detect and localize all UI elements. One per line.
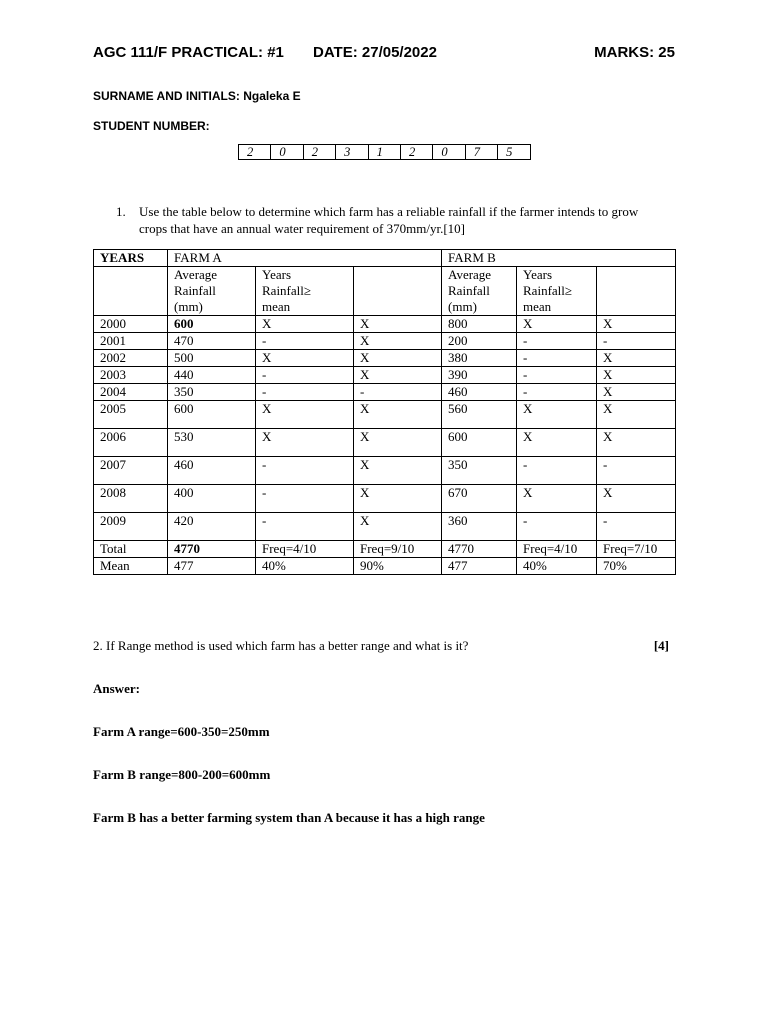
table-cell: 2009	[94, 513, 168, 541]
table-row	[94, 316, 676, 333]
farm-b-average-text: Average Rainfall (mm)	[448, 267, 492, 314]
table-cell: X	[597, 485, 676, 513]
empty-cell	[94, 267, 168, 316]
table-cell: -	[597, 513, 676, 541]
page-header	[93, 44, 675, 64]
answer-label: Answer:	[93, 681, 140, 696]
table-cell: 460	[442, 384, 517, 401]
table-cell: -	[256, 457, 354, 485]
years-header: YEARS	[94, 250, 168, 267]
table-cell: X	[354, 513, 442, 541]
table-cell: 200	[442, 333, 517, 350]
table-cell: 2004	[94, 384, 168, 401]
table-row	[94, 513, 676, 541]
table-cell: 420	[168, 513, 256, 541]
surname-line: SURNAME AND INITIALS: Ngaleka E	[93, 89, 301, 103]
table-cell: 670	[442, 485, 517, 513]
table-cell: X	[256, 401, 354, 429]
table-row	[94, 429, 676, 457]
table-cell: -	[517, 333, 597, 350]
table-cell: X	[354, 485, 442, 513]
table-subheader-row	[94, 267, 676, 316]
table-cell: Mean	[94, 558, 168, 575]
table-cell: 477	[442, 558, 517, 575]
question-1-text: Use the table below to determine which farm has a reliable rainfall if the farmer intends to grow crops that have an annual water requirement of 370mm/yr.[10]	[139, 204, 639, 236]
table-cell: 380	[442, 350, 517, 367]
table-cell: -	[597, 333, 676, 350]
table-cell: 350	[168, 384, 256, 401]
table-cell: 4770	[168, 541, 256, 558]
table-cell: Freq=4/10	[256, 541, 354, 558]
empty-cell	[597, 267, 676, 316]
table-cell: -	[354, 384, 442, 401]
farm-b-average-header	[442, 267, 517, 316]
table-cell: 2003	[94, 367, 168, 384]
farm-b-years-header	[517, 267, 597, 316]
student-number-digit: 1	[368, 145, 400, 160]
table-row	[94, 457, 676, 485]
farm-a-years-text: Years Rainfall≥ mean	[262, 267, 312, 314]
table-cell: 460	[168, 457, 256, 485]
table-cell: X	[256, 316, 354, 333]
table-cell: -	[517, 513, 597, 541]
student-number-label: STUDENT NUMBER:	[93, 119, 210, 133]
table-row	[94, 350, 676, 367]
table-cell: 2005	[94, 401, 168, 429]
table-header-row	[94, 250, 676, 267]
farm-a-average-header	[168, 267, 256, 316]
table-cell: -	[517, 384, 597, 401]
table-cell: -	[517, 457, 597, 485]
table-cell: 400	[168, 485, 256, 513]
table-row	[94, 367, 676, 384]
table-cell: X	[354, 316, 442, 333]
table-cell: 2008	[94, 485, 168, 513]
student-number-digit: 2	[400, 145, 432, 160]
table-cell: Total	[94, 541, 168, 558]
table-cell: X	[597, 367, 676, 384]
student-number-digit: 2	[303, 145, 335, 160]
table-cell: 2007	[94, 457, 168, 485]
table-row	[94, 558, 676, 575]
table-cell: X	[354, 457, 442, 485]
table-body	[94, 316, 676, 575]
question-2-marks: [4]	[653, 638, 669, 653]
student-number-digit: 5	[498, 145, 530, 160]
table-cell: 2002	[94, 350, 168, 367]
table-cell: 350	[442, 457, 517, 485]
table-cell: X	[597, 384, 676, 401]
table-cell: 70%	[597, 558, 676, 575]
table-row	[94, 401, 676, 429]
table-cell: 4770	[442, 541, 517, 558]
empty-cell	[354, 267, 442, 316]
farm-b-years-text: Years Rainfall≥ mean	[523, 267, 573, 314]
student-number-digit: 3	[336, 145, 368, 160]
table-cell: -	[256, 485, 354, 513]
farm-a-header: FARM A	[168, 250, 442, 267]
table-cell: X	[256, 350, 354, 367]
answer-line-farm-a: Farm A range=600-350=250mm	[93, 724, 270, 739]
table-cell: 560	[442, 401, 517, 429]
table-cell: X	[354, 401, 442, 429]
table-cell: 360	[442, 513, 517, 541]
table-cell: X	[354, 367, 442, 384]
table-cell: X	[597, 316, 676, 333]
table-cell: Freq=7/10	[597, 541, 676, 558]
table-cell: 600	[168, 316, 256, 333]
table-row	[94, 384, 676, 401]
table-row	[94, 333, 676, 350]
student-number-digit: 2	[239, 145, 271, 160]
table-row	[94, 485, 676, 513]
table-cell: X	[597, 350, 676, 367]
farm-a-years-header	[256, 267, 354, 316]
total-marks: MARKS: 25	[594, 44, 675, 61]
table-cell: Freq=4/10	[517, 541, 597, 558]
table-cell: X	[354, 350, 442, 367]
table-cell: X	[517, 429, 597, 457]
question-1-number: 1.	[116, 204, 126, 219]
table-row	[94, 541, 676, 558]
student-number-digit: 0	[433, 145, 465, 160]
student-number-digit: 0	[271, 145, 303, 160]
table-cell: -	[256, 384, 354, 401]
answer-line-farm-b: Farm B range=800-200=600mm	[93, 767, 271, 782]
rainfall-table	[93, 249, 676, 575]
table-cell: -	[256, 513, 354, 541]
table-cell: X	[517, 401, 597, 429]
course-title: AGC 111/F PRACTICAL: #1	[93, 44, 284, 61]
table-cell: 40%	[517, 558, 597, 575]
table-cell: 2006	[94, 429, 168, 457]
table-cell: -	[597, 457, 676, 485]
table-cell: X	[354, 429, 442, 457]
practical-date: DATE: 27/05/2022	[313, 44, 437, 61]
table-cell: -	[517, 367, 597, 384]
student-number-boxes	[238, 144, 531, 160]
table-cell: -	[517, 350, 597, 367]
table-cell: X	[517, 485, 597, 513]
answer-conclusion: Farm B has a better farming system than A because it has a high range	[93, 810, 485, 825]
table-cell: 530	[168, 429, 256, 457]
table-cell: -	[256, 367, 354, 384]
table-cell: X	[517, 316, 597, 333]
table-cell: X	[256, 429, 354, 457]
table-cell: 90%	[354, 558, 442, 575]
student-number-digit: 7	[465, 145, 497, 160]
question-2-text: 2. If Range method is used which farm has a better range and what is it?	[93, 638, 469, 653]
table-cell: 470	[168, 333, 256, 350]
table-cell: 477	[168, 558, 256, 575]
table-cell: 800	[442, 316, 517, 333]
farm-a-average-text: Average Rainfall (mm)	[174, 267, 218, 314]
table-cell: X	[354, 333, 442, 350]
table-cell: 2001	[94, 333, 168, 350]
farm-b-header: FARM B	[442, 250, 676, 267]
question-2	[93, 638, 675, 654]
table-cell: 390	[442, 367, 517, 384]
table-cell: -	[256, 333, 354, 350]
table-cell: 600	[442, 429, 517, 457]
table-cell: 2000	[94, 316, 168, 333]
table-cell: 500	[168, 350, 256, 367]
table-cell: 40%	[256, 558, 354, 575]
table-cell: X	[597, 401, 676, 429]
table-cell: 440	[168, 367, 256, 384]
table-cell: 600	[168, 401, 256, 429]
table-cell: Freq=9/10	[354, 541, 442, 558]
table-cell: X	[597, 429, 676, 457]
